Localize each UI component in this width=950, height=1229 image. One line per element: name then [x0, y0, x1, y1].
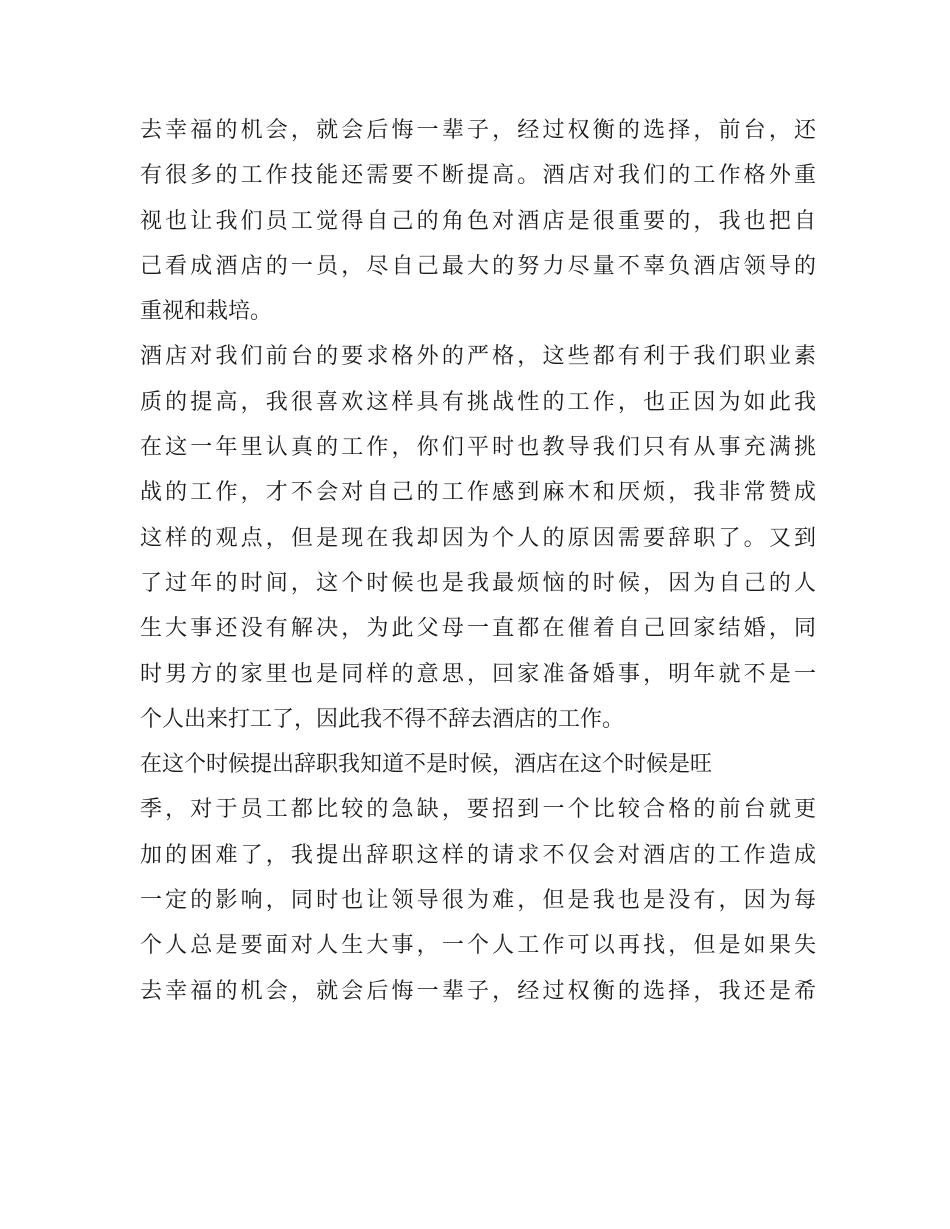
text-line: 重视和栽培。 — [140, 299, 273, 325]
text-line: 视也让我们员工觉得自己的角色对酒店是很重要的，我也把自 — [140, 208, 816, 234]
text-line: 在这一年里认真的工作，你们平时也教导我们只有从事充满挑 — [140, 435, 816, 461]
text-line: 了过年的时间，这个时候也是我最烦恼的时候，因为自己的人 — [140, 570, 816, 596]
text-line: 个人总是要面对人生大事，一个人工作可以再找，但是如果失 — [140, 933, 816, 959]
text-line: 个人出来打工了，因此我不得不辞去酒店的工作。 — [140, 706, 625, 732]
text-line: 一定的影响，同时也让领导很为难，但是我也是没有，因为每 — [140, 888, 816, 914]
text-line: 时男方的家里也是同样的意思，回家准备婚事，明年就不是一 — [140, 661, 816, 687]
text-line: 生大事还没有解决，为此父母一直都在催着自己回家结婚，同 — [140, 616, 816, 642]
text-line: 去幸福的机会，就会后悔一辈子，经过权衡的选择，我还是希 — [140, 978, 816, 1004]
document-body — [140, 108, 816, 1014]
text-line: 酒店对我们前台的要求格外的严格，这些都有利于我们职业素 — [140, 344, 816, 370]
text-line: 有很多的工作技能还需要不断提高。酒店对我们的工作格外重 — [140, 163, 816, 189]
text-line: 去幸福的机会，就会后悔一辈子，经过权衡的选择，前台，还 — [140, 118, 816, 143]
text-line: 质的提高，我很喜欢这样具有挑战性的工作，也正因为如此我 — [140, 389, 816, 415]
text-line: 己看成酒店的一员，尽自己最大的努力尽量不辜负酒店领导的 — [140, 253, 816, 279]
text-line: 在这个时候提出辞职我知道不是时候，酒店在这个时候是旺 — [140, 752, 713, 778]
text-line: 这样的观点，但是现在我却因为个人的原因需要辞职了。又到 — [140, 525, 816, 551]
text-line: 季，对于员工都比较的急缺，要招到一个比较合格的前台就更 — [140, 797, 816, 823]
text-line: 加的困难了，我提出辞职这样的请求不仅会对酒店的工作造成 — [140, 842, 816, 868]
text-line: 战的工作，才不会对自己的工作感到麻木和厌烦，我非常赞成 — [140, 480, 816, 506]
